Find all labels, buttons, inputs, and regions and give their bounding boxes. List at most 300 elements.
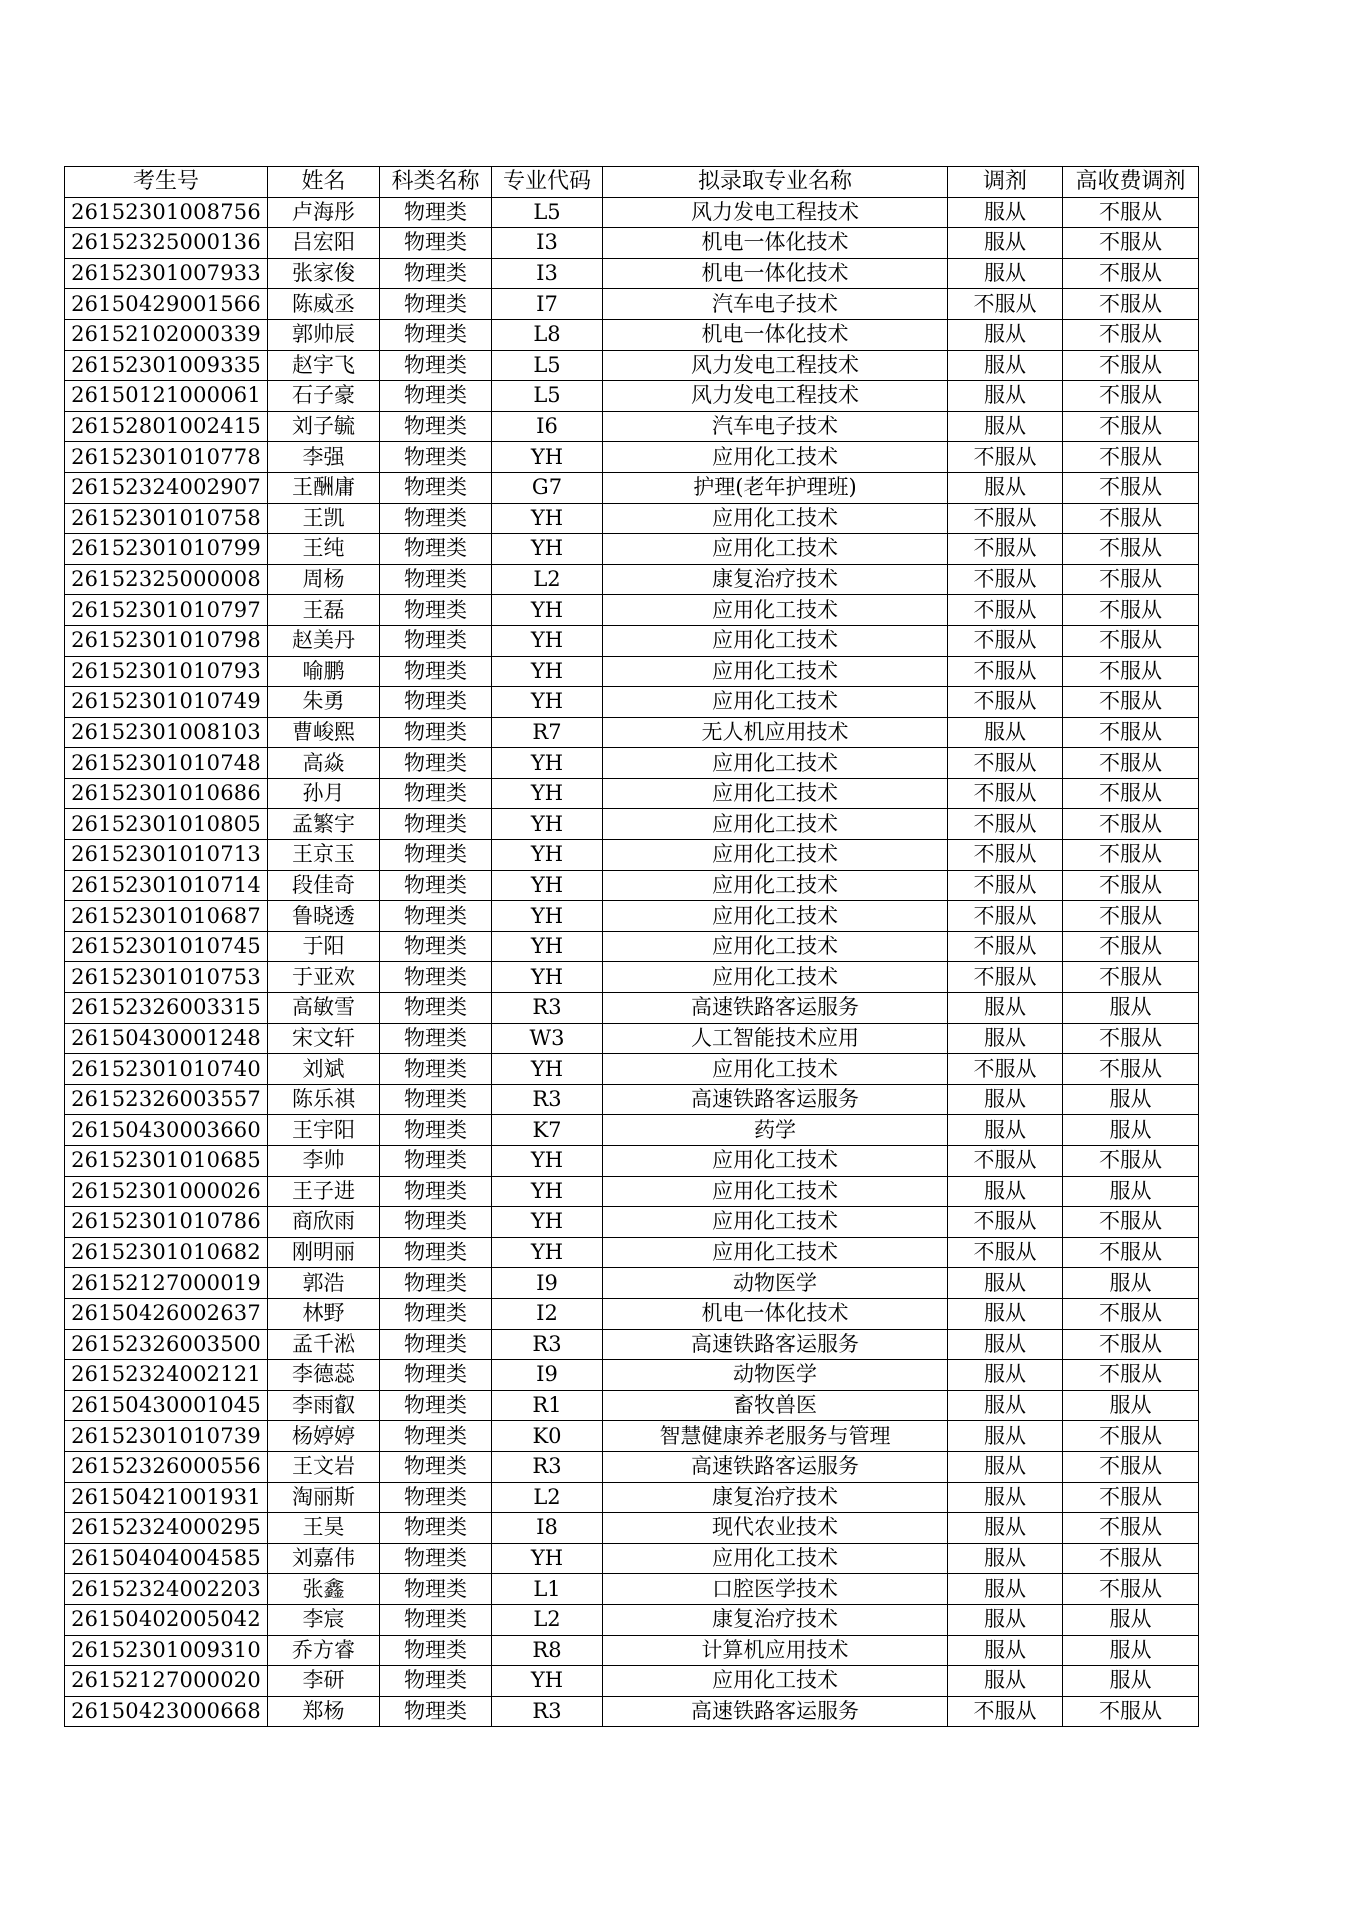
cell-exam-id: 26152301010686	[65, 778, 268, 809]
cell-major-name: 应用化工技术	[603, 962, 948, 993]
cell-major-name: 智慧健康养老服务与管理	[603, 1421, 948, 1452]
cell-category: 物理类	[380, 1176, 492, 1207]
cell-exam-id: 26152301010739	[65, 1421, 268, 1452]
cell-exam-id: 26152301010753	[65, 962, 268, 993]
cell-name: 李研	[268, 1666, 380, 1697]
cell-name: 郭帅辰	[268, 319, 380, 350]
cell-major-code: R3	[492, 993, 603, 1024]
cell-name: 高敏雪	[268, 993, 380, 1024]
table-row	[65, 809, 1199, 840]
cell-adjustment: 服从	[948, 1574, 1063, 1605]
cell-exam-id: 26152301010682	[65, 1237, 268, 1268]
cell-exam-id: 26150121000061	[65, 381, 268, 412]
cell-high-fee-adjustment: 不服从	[1063, 1360, 1199, 1391]
cell-major-code: YH	[492, 1176, 603, 1207]
cell-major-code: I6	[492, 411, 603, 442]
cell-high-fee-adjustment: 不服从	[1063, 870, 1199, 901]
table-row	[65, 1146, 1199, 1177]
cell-major-name: 康复治疗技术	[603, 1604, 948, 1635]
table-row	[65, 1513, 1199, 1544]
cell-name: 赵美丹	[268, 625, 380, 656]
cell-high-fee-adjustment: 不服从	[1063, 258, 1199, 289]
cell-name: 卢海彤	[268, 197, 380, 228]
cell-category: 物理类	[380, 1604, 492, 1635]
cell-adjustment: 不服从	[948, 564, 1063, 595]
table-row	[65, 687, 1199, 718]
cell-major-code: L5	[492, 197, 603, 228]
cell-adjustment: 服从	[948, 1023, 1063, 1054]
cell-major-name: 应用化工技术	[603, 901, 948, 932]
cell-exam-id: 26152301000026	[65, 1176, 268, 1207]
cell-adjustment: 服从	[948, 1604, 1063, 1635]
cell-major-code: YH	[492, 748, 603, 779]
cell-major-code: I2	[492, 1298, 603, 1329]
cell-major-name: 高速铁路客运服务	[603, 1084, 948, 1115]
table-row	[65, 1329, 1199, 1360]
cell-major-code: L1	[492, 1574, 603, 1605]
cell-major-name: 机电一体化技术	[603, 319, 948, 350]
cell-major-name: 应用化工技术	[603, 1146, 948, 1177]
cell-major-name: 应用化工技术	[603, 748, 948, 779]
cell-exam-id: 26152301010713	[65, 840, 268, 871]
cell-high-fee-adjustment: 不服从	[1063, 962, 1199, 993]
cell-major-name: 应用化工技术	[603, 442, 948, 473]
cell-category: 物理类	[380, 503, 492, 534]
cell-exam-id: 26152324002203	[65, 1574, 268, 1605]
cell-adjustment: 不服从	[948, 503, 1063, 534]
cell-major-code: R3	[492, 1329, 603, 1360]
cell-adjustment: 服从	[948, 197, 1063, 228]
table-row	[65, 1574, 1199, 1605]
cell-high-fee-adjustment: 不服从	[1063, 717, 1199, 748]
cell-major-name: 高速铁路客运服务	[603, 1329, 948, 1360]
cell-major-code: I3	[492, 258, 603, 289]
cell-category: 物理类	[380, 1237, 492, 1268]
cell-name: 曹峻熙	[268, 717, 380, 748]
cell-high-fee-adjustment: 不服从	[1063, 687, 1199, 718]
cell-name: 段佳奇	[268, 870, 380, 901]
table-row	[65, 197, 1199, 228]
cell-name: 石子豪	[268, 381, 380, 412]
cell-major-name: 应用化工技术	[603, 840, 948, 871]
cell-adjustment: 不服从	[948, 1054, 1063, 1085]
table-row	[65, 1390, 1199, 1421]
cell-name: 周杨	[268, 564, 380, 595]
table-row	[65, 1421, 1199, 1452]
cell-name: 王文岩	[268, 1451, 380, 1482]
cell-major-code: YH	[492, 1207, 603, 1238]
cell-category: 物理类	[380, 717, 492, 748]
table-row	[65, 870, 1199, 901]
cell-exam-id: 26152301010797	[65, 595, 268, 626]
cell-category: 物理类	[380, 564, 492, 595]
cell-name: 孟千淞	[268, 1329, 380, 1360]
cell-high-fee-adjustment: 服从	[1063, 1604, 1199, 1635]
cell-major-name: 应用化工技术	[603, 625, 948, 656]
cell-major-name: 应用化工技术	[603, 503, 948, 534]
cell-category: 物理类	[380, 1574, 492, 1605]
cell-high-fee-adjustment: 不服从	[1063, 931, 1199, 962]
cell-high-fee-adjustment: 服从	[1063, 1635, 1199, 1666]
cell-high-fee-adjustment: 服从	[1063, 993, 1199, 1024]
cell-high-fee-adjustment: 不服从	[1063, 1298, 1199, 1329]
cell-high-fee-adjustment: 不服从	[1063, 1023, 1199, 1054]
cell-exam-id: 26152301010798	[65, 625, 268, 656]
cell-major-code: L8	[492, 319, 603, 350]
cell-major-name: 应用化工技术	[603, 931, 948, 962]
table-row	[65, 534, 1199, 565]
cell-major-name: 机电一体化技术	[603, 258, 948, 289]
cell-exam-id: 26152325000136	[65, 228, 268, 259]
cell-major-name: 汽车电子技术	[603, 289, 948, 320]
cell-major-name: 风力发电工程技术	[603, 350, 948, 381]
cell-major-code: YH	[492, 442, 603, 473]
cell-adjustment: 服从	[948, 1360, 1063, 1391]
cell-adjustment: 不服从	[948, 534, 1063, 565]
cell-adjustment: 服从	[948, 1298, 1063, 1329]
table-row	[65, 778, 1199, 809]
cell-high-fee-adjustment: 不服从	[1063, 1543, 1199, 1574]
cell-major-name: 康复治疗技术	[603, 1482, 948, 1513]
cell-category: 物理类	[380, 289, 492, 320]
cell-adjustment: 服从	[948, 993, 1063, 1024]
cell-high-fee-adjustment: 不服从	[1063, 564, 1199, 595]
cell-high-fee-adjustment: 不服从	[1063, 778, 1199, 809]
cell-adjustment: 不服从	[948, 289, 1063, 320]
cell-major-code: YH	[492, 687, 603, 718]
cell-major-name: 应用化工技术	[603, 1666, 948, 1697]
cell-name: 李雨叡	[268, 1390, 380, 1421]
cell-adjustment: 不服从	[948, 625, 1063, 656]
cell-major-code: R8	[492, 1635, 603, 1666]
cell-high-fee-adjustment: 不服从	[1063, 1451, 1199, 1482]
cell-category: 物理类	[380, 687, 492, 718]
cell-name: 王磊	[268, 595, 380, 626]
table-row	[65, 625, 1199, 656]
cell-adjustment: 服从	[948, 319, 1063, 350]
cell-major-code: YH	[492, 625, 603, 656]
cell-high-fee-adjustment: 不服从	[1063, 1482, 1199, 1513]
cell-adjustment: 不服从	[948, 778, 1063, 809]
cell-major-name: 动物医学	[603, 1360, 948, 1391]
cell-exam-id: 26152102000339	[65, 319, 268, 350]
table-row	[65, 656, 1199, 687]
cell-major-code: YH	[492, 1666, 603, 1697]
table-row	[65, 350, 1199, 381]
cell-major-code: L2	[492, 1604, 603, 1635]
table-row	[65, 1543, 1199, 1574]
cell-name: 于亚欢	[268, 962, 380, 993]
cell-exam-id: 26152326003557	[65, 1084, 268, 1115]
cell-high-fee-adjustment: 不服从	[1063, 1421, 1199, 1452]
cell-category: 物理类	[380, 1268, 492, 1299]
cell-name: 高焱	[268, 748, 380, 779]
cell-name: 李帅	[268, 1146, 380, 1177]
cell-exam-id: 26152301009335	[65, 350, 268, 381]
cell-name: 王凯	[268, 503, 380, 534]
cell-adjustment: 服从	[948, 1482, 1063, 1513]
cell-high-fee-adjustment: 服从	[1063, 1268, 1199, 1299]
cell-adjustment: 不服从	[948, 687, 1063, 718]
cell-exam-id: 26152801002415	[65, 411, 268, 442]
table-row	[65, 1054, 1199, 1085]
table-row	[65, 1237, 1199, 1268]
cell-major-name: 机电一体化技术	[603, 1298, 948, 1329]
cell-name: 王宇阳	[268, 1115, 380, 1146]
cell-major-name: 计算机应用技术	[603, 1635, 948, 1666]
cell-category: 物理类	[380, 1023, 492, 1054]
cell-high-fee-adjustment: 不服从	[1063, 1054, 1199, 1085]
cell-major-name: 应用化工技术	[603, 1543, 948, 1574]
cell-adjustment: 不服从	[948, 1696, 1063, 1727]
cell-category: 物理类	[380, 1635, 492, 1666]
cell-high-fee-adjustment: 不服从	[1063, 472, 1199, 503]
cell-adjustment: 服从	[948, 381, 1063, 412]
cell-major-code: I9	[492, 1360, 603, 1391]
cell-exam-id: 26152127000019	[65, 1268, 268, 1299]
cell-category: 物理类	[380, 534, 492, 565]
cell-major-name: 应用化工技术	[603, 1237, 948, 1268]
cell-exam-id: 26152301007933	[65, 258, 268, 289]
cell-category: 物理类	[380, 1543, 492, 1574]
cell-high-fee-adjustment: 不服从	[1063, 1207, 1199, 1238]
table-row	[65, 1298, 1199, 1329]
cell-adjustment: 服从	[948, 258, 1063, 289]
cell-adjustment: 服从	[948, 1390, 1063, 1421]
cell-high-fee-adjustment: 不服从	[1063, 1513, 1199, 1544]
cell-category: 物理类	[380, 1054, 492, 1085]
cell-exam-id: 26152301010748	[65, 748, 268, 779]
cell-major-code: YH	[492, 931, 603, 962]
cell-name: 李德蕊	[268, 1360, 380, 1391]
cell-adjustment: 不服从	[948, 901, 1063, 932]
cell-category: 物理类	[380, 1513, 492, 1544]
cell-exam-id: 26152301010714	[65, 870, 268, 901]
cell-exam-id: 26152127000020	[65, 1666, 268, 1697]
cell-name: 王子进	[268, 1176, 380, 1207]
cell-high-fee-adjustment: 不服从	[1063, 503, 1199, 534]
table-row	[65, 993, 1199, 1024]
cell-category: 物理类	[380, 901, 492, 932]
cell-major-code: YH	[492, 809, 603, 840]
cell-major-code: YH	[492, 870, 603, 901]
cell-name: 朱勇	[268, 687, 380, 718]
table-row	[65, 472, 1199, 503]
table-row	[65, 901, 1199, 932]
cell-name: 宋文轩	[268, 1023, 380, 1054]
cell-high-fee-adjustment: 服从	[1063, 1115, 1199, 1146]
table-row	[65, 1360, 1199, 1391]
cell-category: 物理类	[380, 1666, 492, 1697]
cell-category: 物理类	[380, 350, 492, 381]
cell-adjustment: 不服从	[948, 840, 1063, 871]
cell-adjustment: 服从	[948, 1176, 1063, 1207]
cell-name: 陈乐祺	[268, 1084, 380, 1115]
cell-category: 物理类	[380, 1360, 492, 1391]
table-row	[65, 1023, 1199, 1054]
cell-major-name: 护理(老年护理班)	[603, 472, 948, 503]
cell-name: 王纯	[268, 534, 380, 565]
cell-category: 物理类	[380, 870, 492, 901]
cell-category: 物理类	[380, 228, 492, 259]
cell-exam-id: 26150404004585	[65, 1543, 268, 1574]
cell-exam-id: 26152326003500	[65, 1329, 268, 1360]
cell-category: 物理类	[380, 472, 492, 503]
cell-name: 孟繁宇	[268, 809, 380, 840]
cell-category: 物理类	[380, 319, 492, 350]
cell-adjustment: 服从	[948, 1329, 1063, 1360]
cell-major-code: R7	[492, 717, 603, 748]
header-major-name: 拟录取专业名称	[603, 167, 948, 198]
cell-major-code: W3	[492, 1023, 603, 1054]
cell-name: 淘丽斯	[268, 1482, 380, 1513]
cell-high-fee-adjustment: 不服从	[1063, 534, 1199, 565]
cell-name: 郑杨	[268, 1696, 380, 1727]
cell-major-code: YH	[492, 840, 603, 871]
cell-major-name: 人工智能技术应用	[603, 1023, 948, 1054]
cell-high-fee-adjustment: 不服从	[1063, 656, 1199, 687]
cell-high-fee-adjustment: 服从	[1063, 1666, 1199, 1697]
cell-exam-id: 26152301008756	[65, 197, 268, 228]
cell-major-name: 应用化工技术	[603, 1176, 948, 1207]
cell-adjustment: 不服从	[948, 595, 1063, 626]
cell-major-name: 动物医学	[603, 1268, 948, 1299]
cell-name: 商欣雨	[268, 1207, 380, 1238]
cell-category: 物理类	[380, 840, 492, 871]
cell-exam-id: 26152324002121	[65, 1360, 268, 1391]
table-row	[65, 1084, 1199, 1115]
cell-category: 物理类	[380, 993, 492, 1024]
cell-exam-id: 26152325000008	[65, 564, 268, 595]
cell-name: 乔方睿	[268, 1635, 380, 1666]
cell-major-code: R3	[492, 1696, 603, 1727]
cell-adjustment: 不服从	[948, 809, 1063, 840]
cell-name: 郭浩	[268, 1268, 380, 1299]
cell-major-name: 药学	[603, 1115, 948, 1146]
cell-adjustment: 不服从	[948, 1237, 1063, 1268]
cell-major-code: L2	[492, 564, 603, 595]
cell-category: 物理类	[380, 1084, 492, 1115]
cell-name: 刚明丽	[268, 1237, 380, 1268]
cell-name: 于阳	[268, 931, 380, 962]
cell-major-name: 应用化工技术	[603, 870, 948, 901]
cell-category: 物理类	[380, 962, 492, 993]
cell-major-code: G7	[492, 472, 603, 503]
cell-major-name: 康复治疗技术	[603, 564, 948, 595]
table-row	[65, 748, 1199, 779]
cell-major-code: K7	[492, 1115, 603, 1146]
cell-high-fee-adjustment: 不服从	[1063, 319, 1199, 350]
cell-exam-id: 26152324002907	[65, 472, 268, 503]
cell-exam-id: 26150421001931	[65, 1482, 268, 1513]
cell-high-fee-adjustment: 不服从	[1063, 1146, 1199, 1177]
cell-adjustment: 服从	[948, 1513, 1063, 1544]
cell-high-fee-adjustment: 不服从	[1063, 901, 1199, 932]
cell-name: 赵宇飞	[268, 350, 380, 381]
cell-name: 刘嘉伟	[268, 1543, 380, 1574]
cell-adjustment: 服从	[948, 228, 1063, 259]
cell-major-code: L5	[492, 350, 603, 381]
cell-major-name: 应用化工技术	[603, 534, 948, 565]
header-category: 科类名称	[380, 167, 492, 198]
header-major-code: 专业代码	[492, 167, 603, 198]
table-row	[65, 1176, 1199, 1207]
cell-category: 物理类	[380, 1207, 492, 1238]
header-adjustment: 调剂	[948, 167, 1063, 198]
cell-high-fee-adjustment: 不服从	[1063, 350, 1199, 381]
cell-major-code: YH	[492, 1054, 603, 1085]
header-exam-id: 考生号	[65, 167, 268, 198]
cell-exam-id: 26152301008103	[65, 717, 268, 748]
cell-adjustment: 不服从	[948, 962, 1063, 993]
cell-major-code: YH	[492, 962, 603, 993]
cell-category: 物理类	[380, 197, 492, 228]
cell-major-code: YH	[492, 1237, 603, 1268]
cell-high-fee-adjustment: 服从	[1063, 1176, 1199, 1207]
cell-major-name: 风力发电工程技术	[603, 381, 948, 412]
cell-category: 物理类	[380, 1482, 492, 1513]
cell-exam-id: 26150426002637	[65, 1298, 268, 1329]
cell-adjustment: 不服从	[948, 656, 1063, 687]
cell-category: 物理类	[380, 748, 492, 779]
cell-exam-id: 26152301010685	[65, 1146, 268, 1177]
cell-major-code: L5	[492, 381, 603, 412]
cell-major-name: 应用化工技术	[603, 595, 948, 626]
cell-name: 刘子毓	[268, 411, 380, 442]
cell-name: 李强	[268, 442, 380, 473]
table-row	[65, 717, 1199, 748]
cell-exam-id: 26152326003315	[65, 993, 268, 1024]
cell-adjustment: 服从	[948, 1421, 1063, 1452]
cell-name: 吕宏阳	[268, 228, 380, 259]
table-row	[65, 1115, 1199, 1146]
cell-high-fee-adjustment: 不服从	[1063, 228, 1199, 259]
cell-name: 张鑫	[268, 1574, 380, 1605]
cell-adjustment: 不服从	[948, 931, 1063, 962]
cell-major-code: R3	[492, 1084, 603, 1115]
cell-category: 物理类	[380, 411, 492, 442]
table-row	[65, 1635, 1199, 1666]
cell-exam-id: 26152301010687	[65, 901, 268, 932]
cell-major-code: YH	[492, 534, 603, 565]
cell-category: 物理类	[380, 809, 492, 840]
cell-name: 鲁晓透	[268, 901, 380, 932]
cell-name: 王酬庸	[268, 472, 380, 503]
cell-high-fee-adjustment: 不服从	[1063, 748, 1199, 779]
cell-major-code: L2	[492, 1482, 603, 1513]
cell-major-name: 机电一体化技术	[603, 228, 948, 259]
cell-high-fee-adjustment: 不服从	[1063, 442, 1199, 473]
cell-adjustment: 服从	[948, 717, 1063, 748]
cell-exam-id: 26152324000295	[65, 1513, 268, 1544]
cell-major-code: I8	[492, 1513, 603, 1544]
cell-adjustment: 服从	[948, 1666, 1063, 1697]
cell-category: 物理类	[380, 595, 492, 626]
cell-exam-id: 26150430001248	[65, 1023, 268, 1054]
table-row	[65, 1268, 1199, 1299]
cell-adjustment: 不服从	[948, 748, 1063, 779]
cell-exam-id: 26150430003660	[65, 1115, 268, 1146]
cell-major-code: YH	[492, 1146, 603, 1177]
cell-category: 物理类	[380, 442, 492, 473]
cell-category: 物理类	[380, 778, 492, 809]
cell-exam-id: 26152301010793	[65, 656, 268, 687]
cell-high-fee-adjustment: 不服从	[1063, 1696, 1199, 1727]
cell-adjustment: 服从	[948, 1543, 1063, 1574]
cell-high-fee-adjustment: 不服从	[1063, 625, 1199, 656]
cell-major-code: YH	[492, 656, 603, 687]
cell-major-code: K0	[492, 1421, 603, 1452]
